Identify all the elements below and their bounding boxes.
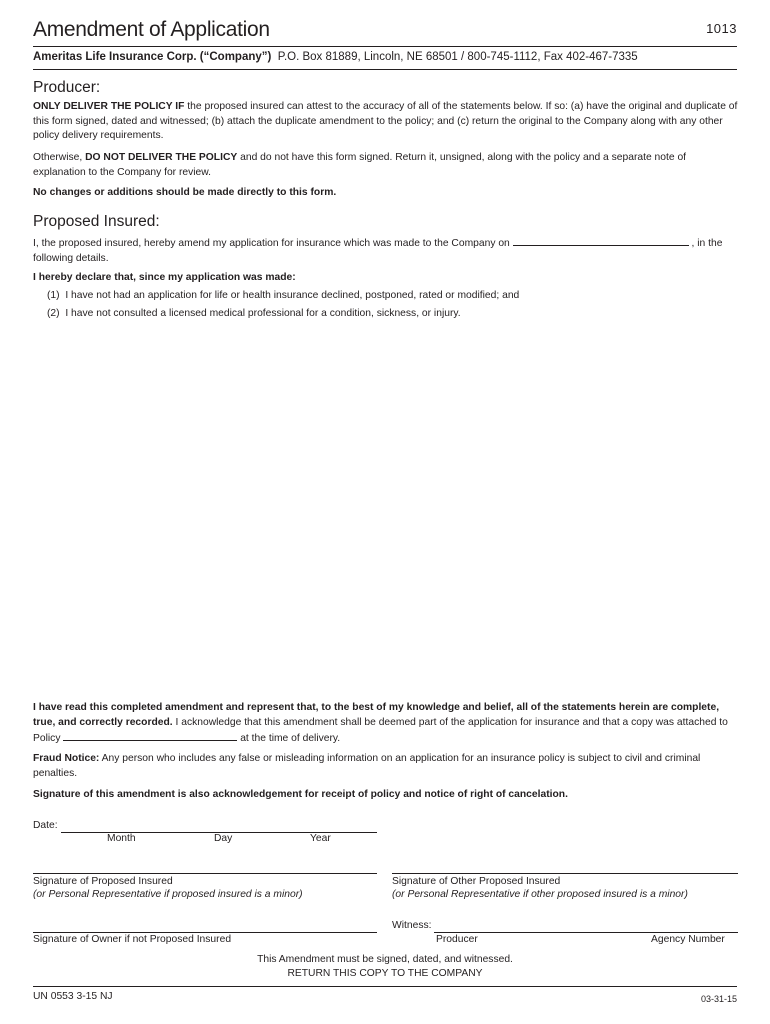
producer-heading: Producer:	[33, 79, 101, 96]
acknowledgement-text	[33, 701, 738, 747]
signature-note: Signature of this amendment is also acknowledgement for receipt of policy and notice of right of cancelation.	[33, 789, 568, 800]
other-insured-signature-label: Signature of Other Proposed Insured	[392, 876, 561, 887]
day-label: Day	[214, 833, 233, 844]
year-label: Year	[310, 833, 331, 844]
other-insured-signature-field[interactable]	[392, 873, 738, 874]
acknowledgement-rest: I acknowledge that this amendment shall be deemed part of the application for insurance and that a copy was attached to Policy	[33, 716, 728, 744]
amend-statement	[33, 235, 738, 266]
page-title: Amendment of Application	[33, 18, 270, 41]
proposed-insured-signature-sub: (or Personal Representative if proposed insured is a minor)	[33, 889, 303, 900]
header-rule	[33, 46, 737, 47]
witness-label: Witness:	[392, 920, 432, 931]
agency-number-label: Agency Number	[651, 934, 725, 945]
return-instruction: RETURN THIS COPY TO THE COMPANY	[287, 968, 483, 979]
fraud-notice	[33, 752, 738, 781]
signing-instruction: This Amendment must be signed, dated, and witnessed.	[257, 954, 513, 965]
item-text: I have not consulted a licensed medical professional for a condition, sickness, or injury.	[65, 308, 461, 319]
acknowledgement-bold: I have read this completed amendment and represent that, to the best of my knowledge and belief, all of the statements herein are complete, true, and correctly recorded.	[33, 702, 720, 728]
month-label: Month	[107, 833, 136, 844]
proposed-insured-signature-label: Signature of Proposed Insured	[33, 876, 173, 887]
company-contact: P.O. Box 81889, Lincoln, NE 68501 / 800-745-1112, Fax 402-467-7335	[277, 51, 638, 63]
application-date-field[interactable]	[513, 235, 689, 246]
fraud-text: Any person who includes any false or misleading information on an application for an insurance policy is subject to civil and criminal penalties.	[33, 753, 701, 779]
list-item	[47, 307, 461, 322]
only-deliver-text: ONLY DELIVER THE POLICY IF	[33, 101, 185, 112]
item-number: (1)	[47, 290, 60, 301]
producer-p2-text: and do not have this form signed. Return it, unsigned, along with the policy and a separate note of explanation to the Company for review.	[33, 152, 687, 178]
form-number: 1013	[706, 21, 737, 36]
producer-p1-text: the proposed insured can attest to the accuracy of all of the statements below. If so: (a) have the original and duplicate of this form signed, dated and witnessed; (b) attach the duplicate amendment to the policy; and (c) return the original to the Company along with any other policy delivery requirements.	[33, 101, 738, 141]
amend-text: I, the proposed insured, hereby amend my application for insurance which was made to the Company on	[33, 238, 510, 249]
form-code: UN 0553 3-15 NJ	[33, 991, 113, 1002]
policy-number-field[interactable]	[63, 730, 237, 741]
form-date: 03-31-15	[700, 994, 737, 1004]
date-label: Date:	[33, 820, 58, 831]
company-name: Ameritas Life Insurance Corp. (“Company”)	[33, 51, 272, 63]
owner-signature-label: Signature of Owner if not Proposed Insured	[33, 934, 232, 945]
proposed-insured-signature-field[interactable]	[33, 873, 377, 874]
company-rule	[33, 69, 737, 70]
item-number: (2)	[47, 308, 60, 319]
item-text: I have not had an application for life or health insurance declined, postponed, rated or modified; and	[65, 290, 520, 301]
producer-label: Producer	[436, 934, 478, 945]
do-not-deliver-text: DO NOT DELIVER THE POLICY	[85, 152, 238, 163]
company-line	[33, 51, 638, 63]
witness-signature-field[interactable]	[434, 932, 738, 933]
footer-rule	[33, 986, 737, 987]
no-changes-note: No changes or additions should be made directly to this form.	[33, 187, 337, 198]
fraud-label: Fraud Notice:	[33, 753, 100, 764]
amend-text-end: , in the following details.	[33, 238, 723, 264]
list-item	[47, 289, 519, 304]
proposed-insured-heading: Proposed Insured:	[33, 213, 160, 230]
amendment-details-area[interactable]	[33, 330, 738, 690]
producer-instructions	[33, 100, 738, 144]
declare-heading: I hereby declare that, since my application was made:	[33, 272, 296, 283]
acknowledgement-end: at the time of delivery.	[237, 733, 341, 744]
owner-signature-field[interactable]	[33, 932, 377, 933]
producer-otherwise	[33, 151, 738, 180]
other-insured-signature-sub: (or Personal Representative if other proposed insured is a minor)	[392, 889, 688, 900]
otherwise-text: Otherwise,	[33, 152, 86, 163]
